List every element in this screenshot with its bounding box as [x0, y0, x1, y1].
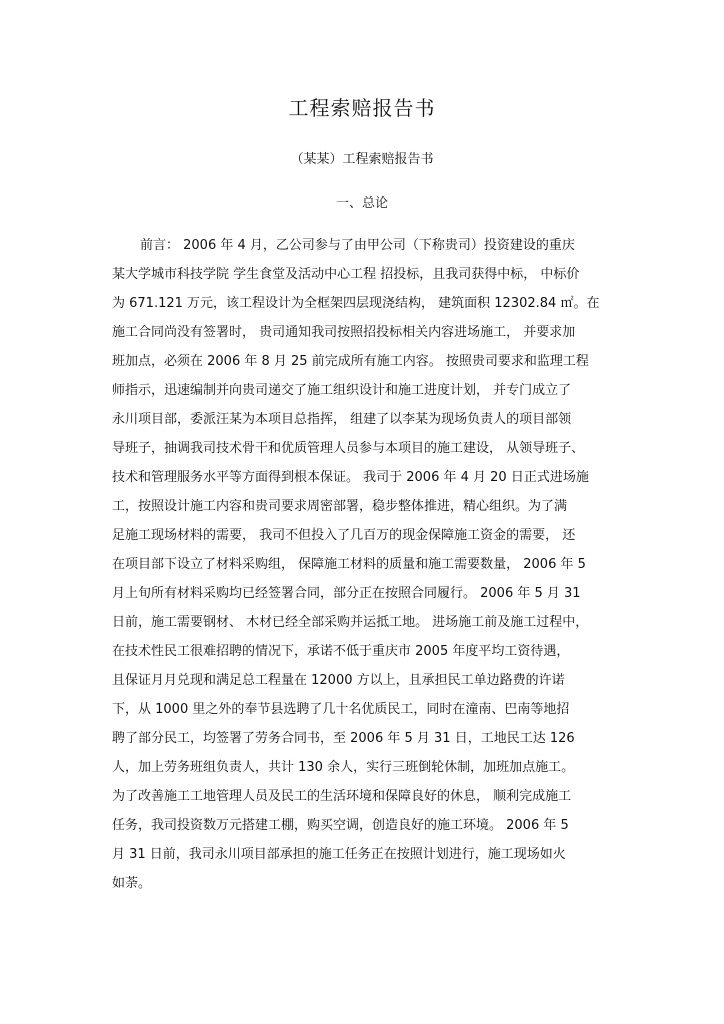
paragraph-line: 聘了部分民工，均签署了劳务合同书，至 2006 年 5 月 31 日，工地民工达 126	[112, 731, 575, 746]
paragraph-line: 在技术性民工很难招聘的情况下，承诺不低于重庆市 2005 年度平均工资待遇，	[112, 644, 570, 659]
paragraph-line: 为 671.121 万元，该工程设计为全框架四层现浇结构， 建筑面积 12302.84 ㎡。在	[112, 296, 600, 311]
paragraph-line: 人，加上劳务班组负责人，共计 130 余人，实行三班倒轮休制，加班加点施工。	[112, 760, 575, 775]
paragraph-line: 前言： 2006 年 4 月，乙公司参与了由甲公司（下称贵司）投资建设的重庆	[140, 238, 575, 253]
paragraph-line: 在项目部下设立了材料采购组， 保障施工材料的质量和施工需要数量， 2006 年 5	[112, 557, 586, 572]
paragraph-line: 技术和管理服务水平等方面得到根本保证。 我司于 2006 年 4 月 20 日正式进场施	[112, 470, 589, 485]
paragraph-line: 日前，施工需要钢材、 木材已经全部采购并运抵工地。 进场施工前及施工过程中，	[112, 615, 589, 630]
paragraph-line: 月 31 日前，我司永川项目部承担的施工任务正在按照计划进行，施工现场如火	[112, 847, 566, 862]
paragraph-line: 工，按照设计施工内容和贵司要求周密部署，稳步整体推进，精心组织。为了满	[112, 499, 568, 514]
document-subtitle: （某某）工程索赔报告书	[290, 152, 434, 167]
paragraph-line: 施工合同尚没有签署时， 贵司通知我司按照招投标相关内容进场施工， 并要求加	[112, 325, 576, 340]
paragraph-line: 永川项目部，委派汪某为本项目总指挥， 组建了以李某为现场负责人的项目部领	[112, 412, 572, 427]
paragraph-line: 足施工现场材料的需要， 我司不但投入了几百万的现金保障施工资金的需要， 还	[112, 528, 576, 543]
paragraph-line: 某大学城市科技学院 学生食堂及活动中心工程 招投标，且我司获得中标， 中标价	[112, 267, 580, 282]
paragraph-line: 导班子，抽调我司技术骨干和优质管理人员参与本项目的施工建设， 从领导班子、	[112, 441, 585, 456]
paragraph-line: 月上旬所有材料采购均已经签署合同，部分正在按照合同履行。 2006 年 5 月 31	[112, 586, 581, 601]
section-heading: 一、总论	[335, 196, 388, 211]
document-title: 工程索赔报告书	[288, 96, 436, 120]
paragraph-line: 班加点，必须在 2006 年 8 月 25 前完成所有施工内容。 按照贵司要求和监理工程	[112, 354, 589, 369]
paragraph-line: 师指示，迅速编制并向贵司递交了施工组织设计和施工进度计划， 并专门成立了	[112, 383, 572, 398]
paragraph-line: 为了改善施工工地管理人员及民工的生活环境和保障良好的休息， 顺利完成施工	[112, 789, 572, 804]
paragraph-line: 如荼。	[112, 876, 152, 891]
paragraph-line: 任务，我司投资数万元搭建工棚，购买空调，创造良好的施工环境。 2006 年 5	[112, 818, 569, 833]
paragraph-line: 下，从 1000 里之外的奉节县选聘了几十名优质民工，同时在潼南、巴南等地招	[112, 702, 570, 717]
paragraph-line: 且保证月月兑现和满足总工程量在 12000 方以上，且承担民工单边路费的许诺	[112, 673, 565, 688]
